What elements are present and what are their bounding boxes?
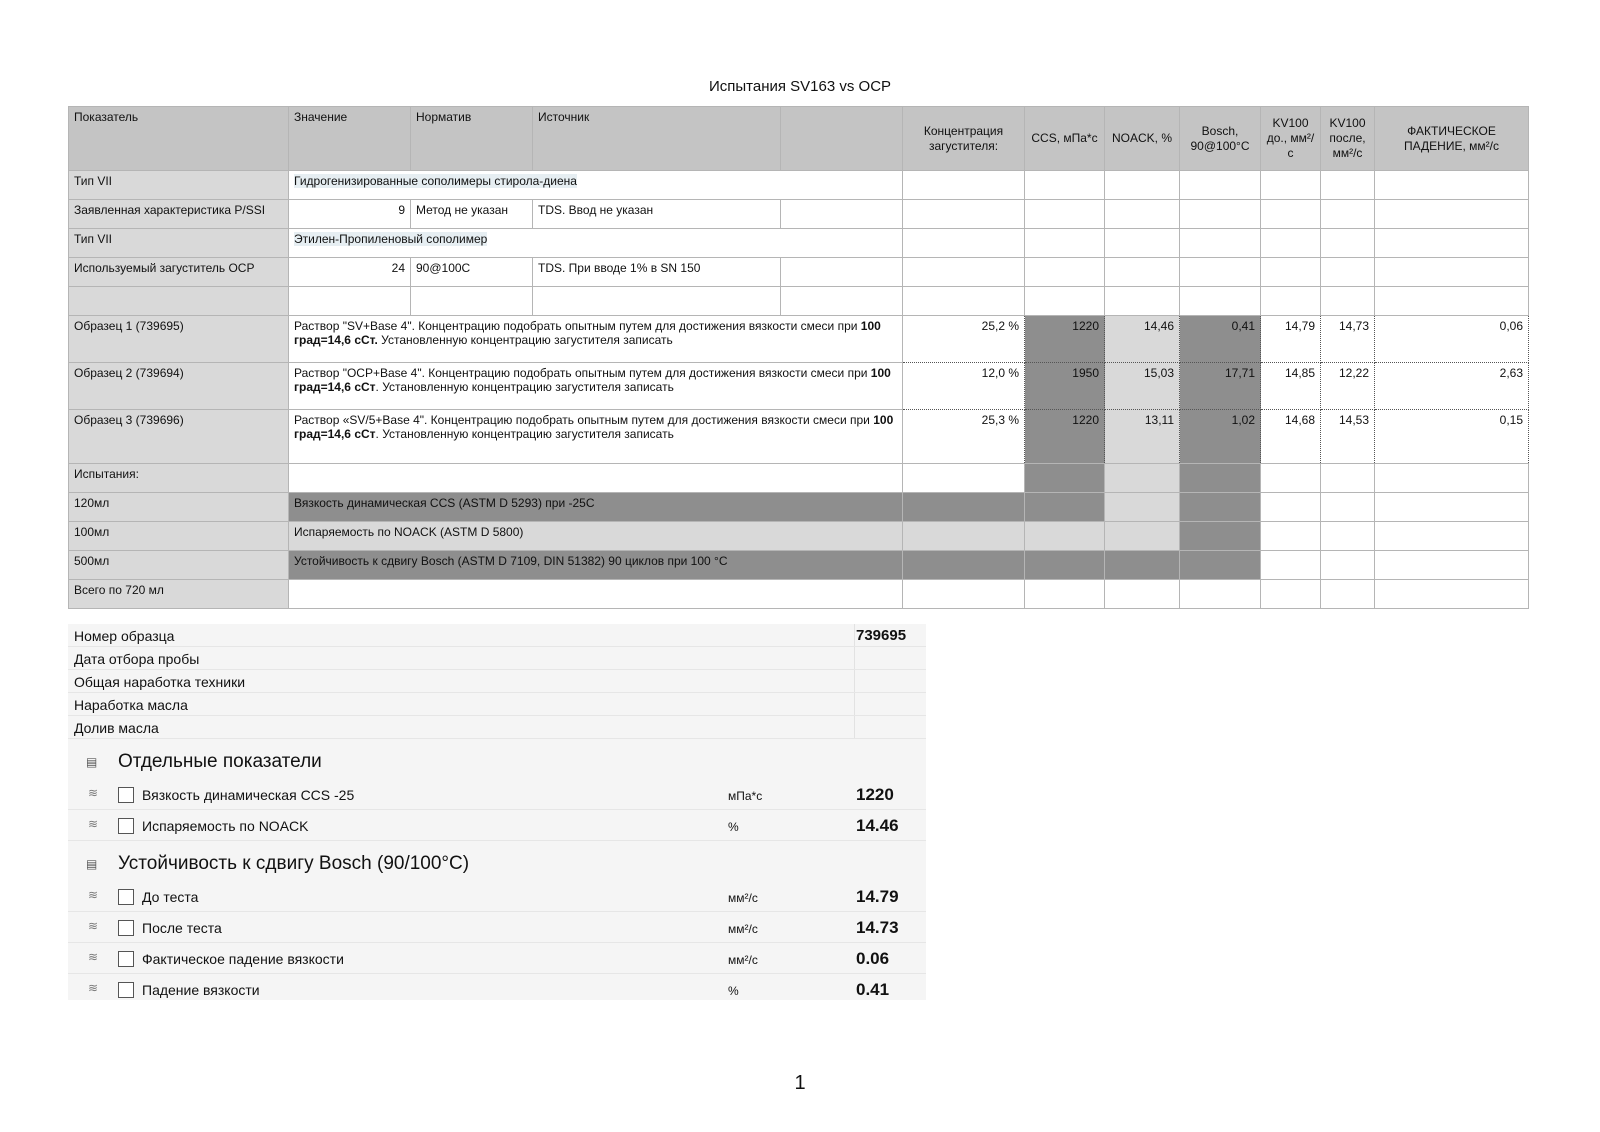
norm-cell: Метод не указан — [411, 200, 533, 229]
info-row — [68, 670, 926, 693]
test-row — [69, 522, 1529, 551]
indicator-row[interactable] — [68, 779, 926, 810]
indicator-name: После теста — [142, 920, 222, 936]
chart-bars-icon: ▤ — [86, 755, 98, 769]
indicator-unit: % — [728, 984, 739, 998]
row-label: Используемый загуститель OCP — [69, 258, 289, 287]
header-cell: ФАКТИЧЕСКОЕ ПАДЕНИЕ, мм²/с — [1375, 107, 1529, 171]
indicator-name: Испаряемость по NOACK — [142, 818, 309, 834]
info-row — [68, 716, 926, 739]
table-row — [69, 287, 1529, 316]
line-chart-icon[interactable]: ≋ — [87, 817, 99, 831]
indicator-name: До теста — [142, 889, 199, 905]
kv-after-value: 12,22 — [1321, 363, 1375, 410]
test-name: Вязкость динамическая CCS (ASTM D 5293) при -25С — [289, 493, 903, 522]
tests-label: Испытания: — [69, 464, 289, 493]
concentration-value: 25,3 % — [903, 410, 1025, 464]
header-cell: Bosch, 90@100°C — [1180, 107, 1261, 171]
indicator-row[interactable] — [68, 881, 926, 912]
test-volume: 500мл — [69, 551, 289, 580]
header-cell — [781, 107, 903, 171]
indicator-value: 14.73 — [856, 918, 899, 937]
sample-row — [69, 316, 1529, 363]
sample-row — [69, 410, 1529, 464]
kv-before-value: 14,79 — [1261, 316, 1321, 363]
kv-after-value: 14,53 — [1321, 410, 1375, 464]
sample-results-panel — [68, 624, 926, 1000]
norm-cell: 90@100C — [411, 258, 533, 287]
indicator-name: Вязкость динамическая CCS -25 — [142, 787, 355, 803]
bosch-value: 1,02 — [1180, 410, 1261, 464]
table-row — [69, 229, 1529, 258]
kv-after-value: 14,73 — [1321, 316, 1375, 363]
header-cell: Источник — [533, 107, 781, 171]
indicator-value: 0.06 — [856, 949, 890, 968]
header-cell: CCS, мПа*с — [1025, 107, 1105, 171]
row-label: Тип VII — [69, 229, 289, 258]
header-cell: KV100 после, мм²/с — [1321, 107, 1375, 171]
section-header — [68, 841, 926, 881]
table-row — [69, 200, 1529, 229]
line-chart-icon[interactable]: ≋ — [87, 888, 99, 902]
section-header — [68, 739, 926, 779]
info-label: Долив масла — [74, 720, 159, 736]
test-volume: 100мл — [69, 522, 289, 551]
section-title: Устойчивость к сдвигу Bosch (90/100°C) — [118, 853, 470, 874]
test-volume: 120мл — [69, 493, 289, 522]
info-label: Наработка масла — [74, 697, 188, 713]
indicator-checkbox[interactable] — [118, 982, 134, 998]
actual-drop-value: 2,63 — [1375, 363, 1529, 410]
indicator-row[interactable] — [68, 912, 926, 943]
table-row — [69, 258, 1529, 287]
table-row — [69, 171, 1529, 200]
kv-before-value: 14,85 — [1261, 363, 1321, 410]
test-table — [68, 106, 1529, 609]
actual-drop-value: 0,15 — [1375, 410, 1529, 464]
noack-value: 13,11 — [1105, 410, 1180, 464]
noack-value: 15,03 — [1105, 363, 1180, 410]
indicator-unit: % — [728, 820, 739, 834]
actual-drop-value: 0,06 — [1375, 316, 1529, 363]
chart-bars-icon: ▤ — [86, 857, 98, 871]
indicator-checkbox[interactable] — [118, 920, 134, 936]
page-number: 1 — [794, 1072, 806, 1094]
noack-value: 14,46 — [1105, 316, 1180, 363]
source-cell: TDS. Ввод не указан — [533, 200, 781, 229]
sample-row — [69, 363, 1529, 410]
indicator-unit: мм²/с — [728, 953, 758, 967]
test-name: Испаряемость по NOACK (ASTM D 5800) — [289, 522, 903, 551]
indicator-checkbox[interactable] — [118, 818, 134, 834]
row-label: Заявленная характеристика P/SSI — [69, 200, 289, 229]
line-chart-icon[interactable]: ≋ — [87, 919, 99, 933]
sample-description: Раствор "SV+Base 4". Концентрацию подобрать опытным путем для достижения вязкости смеси при 100 град=14,6 сСт. Установленную концентрацию загустителя записать — [289, 316, 903, 363]
indicator-row[interactable] — [68, 974, 926, 1000]
indicator-value: 0.41 — [856, 980, 890, 999]
info-label: Дата отбора пробы — [74, 651, 200, 667]
line-chart-icon[interactable]: ≋ — [87, 786, 99, 800]
concentration-value: 25,2 % — [903, 316, 1025, 363]
header-cell: Значение — [289, 107, 411, 171]
info-row — [68, 693, 926, 716]
indicator-checkbox[interactable] — [118, 889, 134, 905]
test-name: Устойчивость к сдвигу Bosch (ASTM D 7109, DIN 51382) 90 циклов при 100 °С — [289, 551, 903, 580]
sample-name: Образец 3 (739696) — [69, 410, 289, 464]
line-chart-icon[interactable]: ≋ — [87, 981, 99, 995]
type-value: Этилен-Пропиленовый сополимер — [294, 232, 488, 246]
section-title: Отдельные показатели — [118, 751, 322, 772]
line-chart-icon[interactable]: ≋ — [87, 950, 99, 964]
table-row — [69, 464, 1529, 493]
type-value: Гидрогенизированные сополимеры стирола-диена — [294, 174, 577, 188]
info-row — [68, 624, 926, 647]
sample-description: Раствор «SV/5+Base 4". Концентрацию подобрать опытным путем для достижения вязкости смеси при 100 град=14,6 сСт. Установленную концентрацию загустителя записать — [289, 410, 903, 464]
bosch-value: 17,71 — [1180, 363, 1261, 410]
indicator-name: Фактическое падение вязкости — [142, 951, 344, 967]
indicator-checkbox[interactable] — [118, 787, 134, 803]
document-title: Испытания SV163 vs OCP — [708, 78, 892, 95]
header-cell: Показатель — [69, 107, 289, 171]
indicator-name: Падение вязкости — [142, 982, 260, 998]
indicator-unit: мм²/с — [728, 922, 758, 936]
info-label: Номер образца — [74, 628, 175, 644]
test-row — [69, 493, 1529, 522]
sample-name: Образец 1 (739695) — [69, 316, 289, 363]
ccs-value: 1220 — [1025, 410, 1105, 464]
indicator-row[interactable] — [68, 810, 926, 841]
kv-before-value: 14,68 — [1261, 410, 1321, 464]
header-cell: Норматив — [411, 107, 533, 171]
info-row — [68, 647, 926, 670]
concentration-value: 12,0 % — [903, 363, 1025, 410]
info-value: 739695 — [856, 627, 907, 644]
header-cell: Концентрация загустителя: — [903, 107, 1025, 171]
value-cell: 9 — [289, 200, 411, 229]
sample-description: Раствор "OCP+Base 4". Концентрацию подобрать опытным путем для достижения вязкости смеси при 100 град=14,6 сСт. Установленную концентрацию загустителя записать — [289, 363, 903, 410]
type-value-cell — [289, 229, 903, 258]
indicator-unit: мм²/с — [728, 891, 758, 905]
indicator-value: 14.46 — [856, 816, 899, 835]
info-label: Общая наработка техники — [74, 674, 246, 690]
indicator-unit: мПа*с — [728, 789, 763, 803]
ccs-value: 1220 — [1025, 316, 1105, 363]
value-cell: 24 — [289, 258, 411, 287]
table-row — [69, 580, 1529, 609]
indicator-row[interactable] — [68, 943, 926, 974]
sample-name: Образец 2 (739694) — [69, 363, 289, 410]
indicator-checkbox[interactable] — [118, 951, 134, 967]
total-label: Всего по 720 мл — [69, 580, 289, 609]
type-value-cell — [289, 171, 903, 200]
indicator-value: 14.79 — [856, 887, 899, 906]
ccs-value: 1950 — [1025, 363, 1105, 410]
test-row — [69, 551, 1529, 580]
bosch-value: 0,41 — [1180, 316, 1261, 363]
indicator-value: 1220 — [856, 785, 894, 804]
row-label: Тип VII — [69, 171, 289, 200]
source-cell: TDS. При вводе 1% в SN 150 — [533, 258, 781, 287]
header-cell: NOACK, % — [1105, 107, 1180, 171]
header-row — [69, 107, 1529, 171]
header-cell: KV100 до., мм²/с — [1261, 107, 1321, 171]
